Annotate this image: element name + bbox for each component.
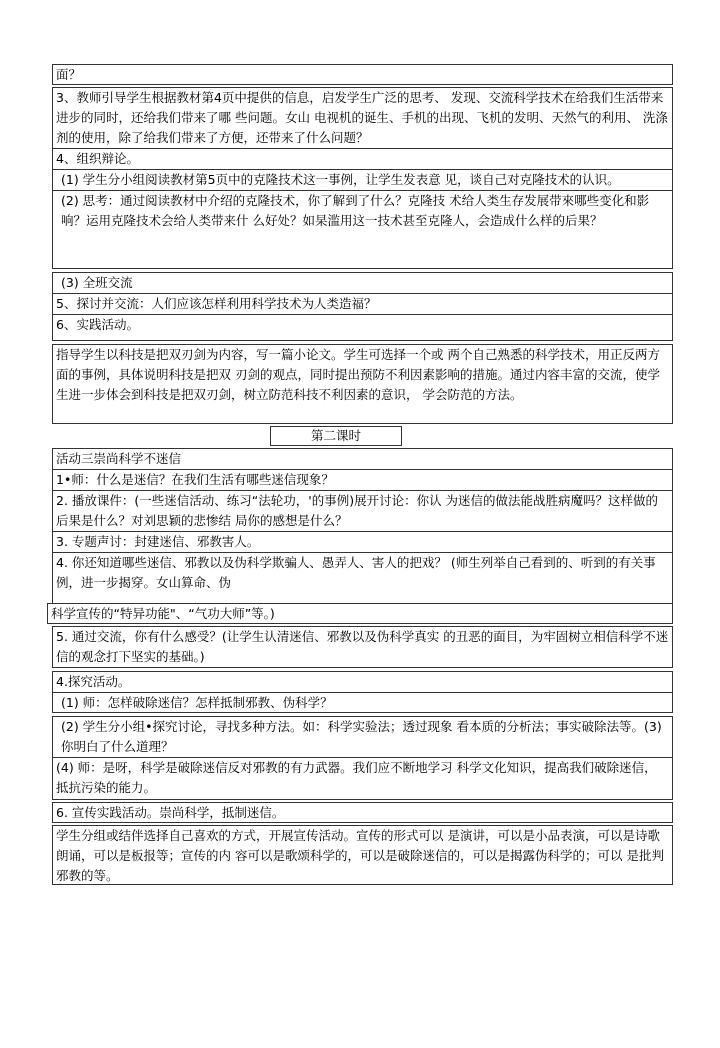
- promotion-detail: 学生分组或结伴选择自己喜欢的方式，开展宣传活动。宣传的形式可以 是演讲，可以是小品表演，可以是诗歌朗诵，可以是板报等；宣传的内 容可以是歌颂科学的，可以是破除迷信的，可以是揭露伪科学的；可以 是批判邪教的等。: [56, 828, 664, 883]
- activity-item-5: 5. 通过交流，你有什么感受？(让学生认清迷信、邪教以及伪科学真实 的丑恶的面目，为牢固树立相信科学不迷信的观念打下坚实的基础。): [56, 629, 669, 664]
- paragraph-6: 6、实践活动。: [56, 317, 139, 332]
- explore-heading: 4.探究活动。: [53, 672, 672, 693]
- paragraph-essay: 指导学生以科技是把双刃剑为内容，写一篇小论文。学生可选择一个或 两个自己熟悉的科学技术，用正反两方面的事例，具体说明科技是把双 刃剑的观点，同时提出预防不利因素影响的措施。通过内容丰富的交流，使学生进一步体会到科技是把双刃剑，树立防范科技不利因素的意识， 学会防范的方法。: [56, 347, 660, 402]
- activity-three-heading: 活动三崇尚科学不迷信: [53, 449, 672, 470]
- paragraph-3: 3、教师引导学生根据教材第4页中提供的信息，启发学生广泛的思考、 发现、交流科学技术在给我们生活带来进步的同时，还给我们带来了哪 些问题。女山 电视机的诞生、手机的出现、飞机的发明、天然气的利用、 洗涤剂的使用，除了给我们带来了方便，还带来了什么问题？: [53, 88, 672, 149]
- paragraph-4: 4、组织辩论。: [53, 149, 672, 170]
- paragraph-4-2: (2) 思考：通过阅读教材中介绍的克隆技术，你了解到了什么？克隆技 术给人类生存发展带來哪些变化和影响？运用克隆技术会给人类带来什 么好处？如杲滥用这一技术甚至克隆人，会造成什么样的后果？: [61, 193, 650, 228]
- text-block-feelings: [52, 626, 673, 668]
- text-block-face: [52, 64, 673, 85]
- lesson-title-text: 第二课时: [310, 428, 361, 443]
- text-block-methods: [52, 716, 673, 800]
- explore-item-1: (1) 师：怎样破除迷信？怎样抵制邪教、伪科学？: [61, 695, 333, 710]
- text-block-tech-discussion: [52, 87, 673, 269]
- promotion-heading: 6. 宣传实践活动。崇尚科学，抵制迷信。: [56, 805, 285, 820]
- text-line: 面？: [56, 67, 82, 82]
- activity-item-4: 4. 你还知道哪些迷信、邪教以及伪科学欺骗人、愚弄人、害人的把戏？ (师生列举自己看到的、听到的有关事例，进一步揭穿。女山算命、伪: [56, 555, 656, 590]
- text-block-promotion-detail: [52, 825, 673, 885]
- pseudo-science-line: 科学宣传的“特异功能"、“气功大师”等。): [51, 606, 275, 621]
- explore-item-2: (2) 学生分小组•探究讨论，寻找多种方法。如：科学实验法；透过现象 看本质的分析法；事实破除法等。(3)你明白了什么道理？: [53, 717, 672, 758]
- activity-item-2: 2. 播放课件：(一些迷信活动、练习“法轮功，'的事例)展开讨论：你认 为迷信的做法能战胜病魔吗？这样做的后果是什么？对刘思颖的悲惨结 局你的感想是什么？: [53, 491, 672, 532]
- lesson-title: [270, 426, 402, 446]
- text-block-pseudo-science: [47, 603, 673, 624]
- explore-item-4: (4) 师：是呀，科学是破除迷信反对邪教的有力武器。我们应不断地学习 科学文化知识，提高我们破除迷信，抵抗污染的能力。: [56, 760, 657, 795]
- activity-item-1: 1•师：什么是迷信？在我们生活有哪些迷信现象？: [53, 470, 672, 491]
- text-block-exchange: [52, 272, 673, 341]
- paragraph-4-1: (1) 学生分小组阅读教材第5页中的克隆技术这一事例，让学生发表意 见，谈自己对克隆技术的认识。: [53, 170, 672, 191]
- text-block-essay-guidance: [52, 344, 673, 424]
- text-block-explore: [52, 671, 673, 713]
- activity-item-3: 3. 专题声讨：封建迷信、邪教害人。: [53, 532, 672, 553]
- paragraph-3-exchange: (3) 全班交流: [53, 273, 672, 294]
- text-block-activity-three: [52, 448, 673, 604]
- paragraph-5: 5、探讨并交流：人们应该怎样利用科学技术为人类造福？: [53, 294, 672, 315]
- text-block-promotion: [52, 802, 673, 823]
